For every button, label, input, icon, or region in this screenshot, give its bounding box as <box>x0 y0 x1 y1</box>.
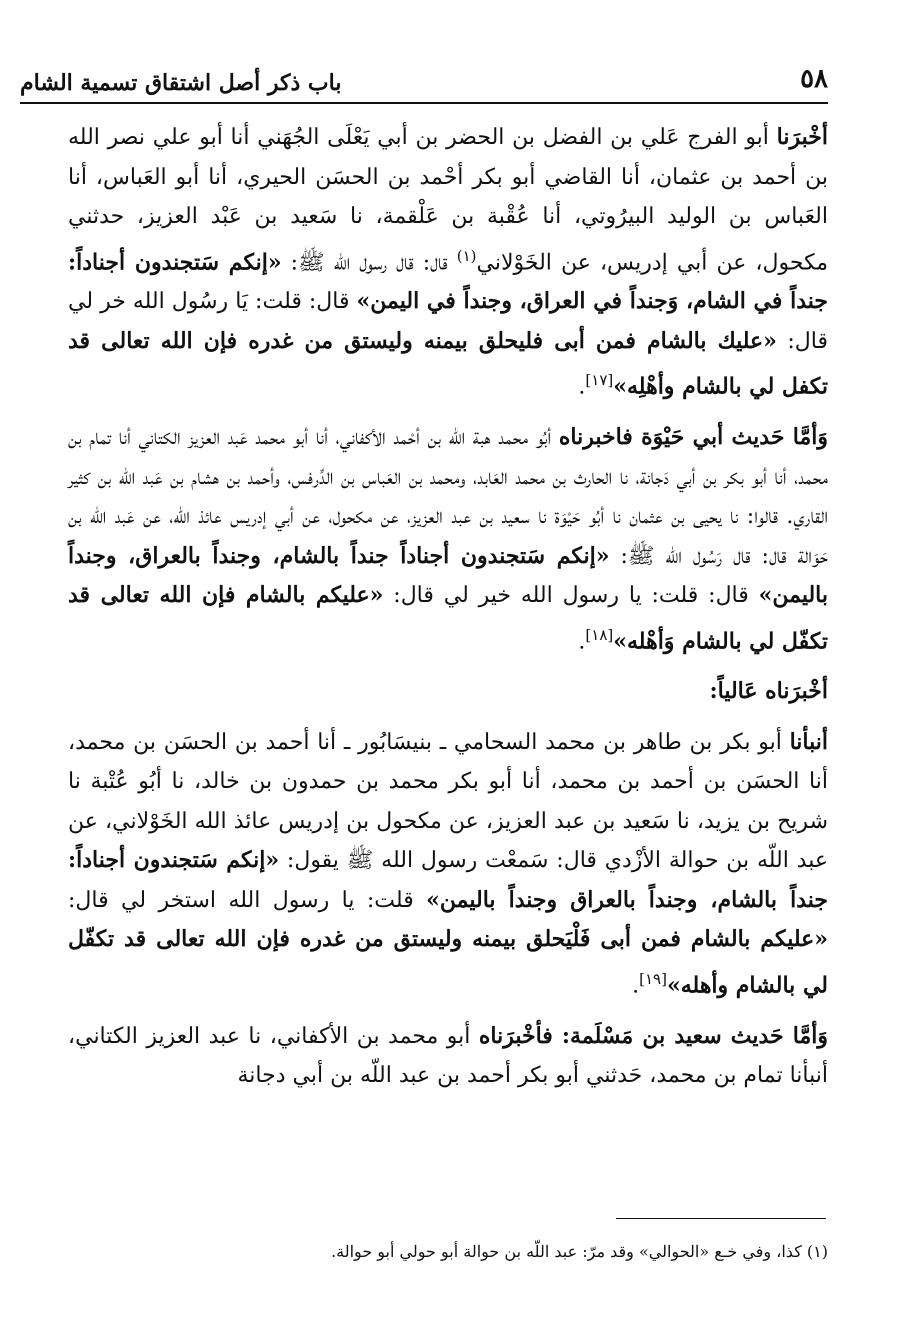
reference-number: [١٩] <box>639 969 667 988</box>
footnote-text: كذا، وفي خـع «الحوالي» وقد مرّ: عبد اللّه بن حوالة أبو حولي أبو حوالة. <box>331 1242 802 1261</box>
reference-number: [١٧] <box>585 371 614 390</box>
hadith-quote: «إنكم سَتجندون أجناداً: جنداً في الشام، وَجنداً في العراق، وجنداً في اليمن» <box>68 248 828 315</box>
paragraph-text: قال: قال رسول الله ﷺ: <box>281 249 457 275</box>
paragraph-4 <box>68 1017 828 1096</box>
paragraph-text: أبو بكر بن طاهر بن محمد السحامي ـ بنيسَابُور ـ أنا أحمد بن الحسَن بن محمد، أنا الحسَن بن أحمد بن محمد، أنا أبو بكر محمد بن حمدون بن خالد، نا أبُو عُتْبة نا شريح بن يزيد، نا سَعيد بن عبد العزيز، عن مكحول بن إدريس عائذ الله الخَوْلاني، عن عبد اللّه بن حوالة الأزْدي قال: سَمعْت رسول الله ﷺ يقول: <box>68 729 828 874</box>
hadith-quote: «إنكم سَتجندون أجناداً: جنداً بالشام، وجنداً بالعراق وجنداً باليمن» <box>68 847 828 913</box>
paragraph-1 <box>68 118 828 407</box>
paragraph-2 <box>68 418 828 661</box>
paragraph-lead: وَأمَّا حَديث أبي حَيْوَة فاخبرناه <box>558 424 829 451</box>
hadith-quote: «عليك بالشام فمن أبى فليحلق بيمنه وليستق من غدره فإن الله تعالى قد تكفل لي بالشام وأهْلِه» <box>68 327 828 400</box>
paragraph-text: قلت: يا رسول الله استخر لي قال: <box>68 887 427 913</box>
paragraph-text: قال: قلت: يَا رسُول الله خر لي قال: <box>68 289 828 354</box>
section-heading: أخْبرَناه عَالياً: <box>709 678 828 705</box>
paragraph-3 <box>68 723 828 1006</box>
reference-number: [١٨] <box>585 625 614 644</box>
paragraph-text: أبو الفرج عَلي بن الفضل بن الحضر بن أبي يَعْلَى الجُهَني أنا أبو علي نصر الله بن أحمد بن عثمان، أنا القاضي أبو بكر أحْمد بن الحسَن الحيري، أنا أبو العَباس، أنا العَباس بن الوليد البيرُوتي، أنا عُقْبة بن عَلْقمة، نا سَعيد بن عَبْد العزيز، حدثني مكحول، عن أبي إدريس، عن الخَوْلاني <box>68 125 828 275</box>
paragraph-end: . <box>578 374 586 400</box>
paragraph-lead: وَأمَّا حَديث سعيد بن مَسْلَمة: فأخْبرَناه <box>478 1022 828 1049</box>
paragraph-text: أبُو محمد هبة الله بن أحْمد الأكفاني، أنا أبو محمد عَبد العزيز الكتاني أنا تمام بن محمد، أنا أبو بكر بن أبي دَجانة، نا الحارث بن محمد العَابد، ومحمد بن العَباس بن الدِّرفس، وأحمد بن هشام بن عَبد الله بن كثير القاري. قالوا: نا يحيى بن عثمان نا أبُو حَيْوَة نا سعيد بن عبد العزيز، عن مكحول، عن أبي إدريس عائذ الله، عن عَبد الله بن حَوَالة قال: قال رَسُول الله ﷺ: <box>68 425 828 569</box>
paragraph-lead: أخْبرَنا <box>776 124 828 150</box>
page-header <box>20 62 828 104</box>
hadith-quote: «عليكم بالشام فإن الله تعالى قد تكفّل لي بالشام وَأهْله» <box>68 582 828 654</box>
paragraph-lead: أنبأنا <box>789 728 828 755</box>
footnote-marker: (١) <box>456 246 477 265</box>
page-body <box>68 118 828 1107</box>
footnote-divider <box>616 1218 826 1219</box>
footnote-number: (١) <box>806 1242 828 1261</box>
paragraph-text: قال: قلت: يا رسول الله خير لي قال: <box>383 583 759 609</box>
page-number: ٥٨ <box>800 64 828 94</box>
hadith-quote: «عليكم بالشام فمن أبى فَلْيَحلق بيمنه وليستق من غدره فإن الله تعالى قد تكفّل لي بالشام وأهله» <box>68 926 828 999</box>
paragraph-end: . <box>632 973 640 999</box>
hadith-quote: «إنكم سَتجندون أجناداً جنداً بالشام، وجنداً بالعراق، وجنداً باليمن» <box>68 542 829 609</box>
paragraph-text: أبو محمد بن الأكفاني، نا عبد العزيز الكتاني، أنبأنا تمام بن محمد، حَدثني أبو بكر أحمد بن عبد اللّه بن أبي دجانة <box>68 1023 828 1089</box>
running-title: باب ذكر أصل اشتقاق تسمية الشام <box>20 70 342 96</box>
footnote <box>200 1240 828 1264</box>
paragraph-end: . <box>578 628 586 654</box>
